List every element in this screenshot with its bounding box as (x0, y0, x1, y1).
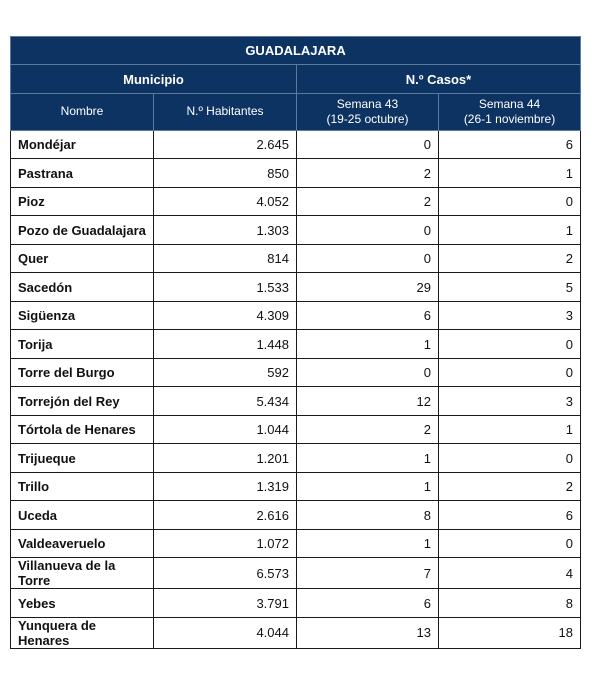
municipio-name-cell: Trillo (11, 472, 154, 501)
municipio-name-cell: Uceda (11, 501, 154, 530)
semana-43-cases-cell: 6 (297, 589, 439, 618)
table-row (11, 216, 581, 245)
semana-43-cases-cell: 2 (297, 415, 439, 444)
semana-43-cases-cell: 29 (297, 273, 439, 302)
habitantes-cell: 1.448 (154, 330, 297, 359)
semana-43-cases-cell: 13 (297, 617, 439, 648)
habitantes-cell: 814 (154, 244, 297, 273)
column-header-row (11, 93, 581, 130)
semana-44-cases-cell: 18 (439, 617, 581, 648)
habitantes-cell: 4.052 (154, 187, 297, 216)
habitantes-cell: 4.044 (154, 617, 297, 648)
semana-43-cases-cell: 1 (297, 529, 439, 558)
municipio-name-cell: Mondéjar (11, 130, 154, 159)
semana-43-cases-cell: 0 (297, 216, 439, 245)
table-row (11, 387, 581, 416)
municipio-name-cell: Trijueque (11, 444, 154, 473)
semana-43-dates: (19-25 octubre) (326, 111, 409, 126)
semana-44-cases-cell: 6 (439, 130, 581, 159)
habitantes-cell: 592 (154, 358, 297, 387)
table-row (11, 187, 581, 216)
habitantes-cell: 5.434 (154, 387, 297, 416)
table-row (11, 529, 581, 558)
habitantes-cell: 1.044 (154, 415, 297, 444)
table-row (11, 558, 581, 589)
table-row (11, 273, 581, 302)
municipio-name-cell: Tórtola de Henares (11, 415, 154, 444)
semana-44-cases-cell: 6 (439, 501, 581, 530)
semana-44-cases-cell: 4 (439, 558, 581, 589)
municipio-name-cell: Sigüenza (11, 301, 154, 330)
cases-table-container (10, 36, 580, 649)
habitantes-cell: 850 (154, 159, 297, 188)
table-row (11, 589, 581, 618)
municipio-name-cell: Torija (11, 330, 154, 359)
semana-44-cases-cell: 5 (439, 273, 581, 302)
table-row (11, 444, 581, 473)
semana-44-cases-cell: 2 (439, 472, 581, 501)
column-header-semana-43 (297, 93, 439, 130)
municipio-name-cell: Yunquera de Henares (11, 617, 154, 648)
semana-44-cases-cell: 8 (439, 589, 581, 618)
semana-43-cases-cell: 0 (297, 130, 439, 159)
habitantes-cell: 1.533 (154, 273, 297, 302)
semana-43-cases-cell: 0 (297, 244, 439, 273)
semana-44-cases-cell: 3 (439, 387, 581, 416)
semana-44-cases-cell: 0 (439, 529, 581, 558)
semana-44-dates: (26-1 noviembre) (463, 111, 556, 126)
habitantes-cell: 4.309 (154, 301, 297, 330)
municipio-name-cell: Pioz (11, 187, 154, 216)
habitantes-cell: 2.645 (154, 130, 297, 159)
table-row (11, 130, 581, 159)
group-header-row (11, 65, 581, 93)
semana-43-cases-cell: 1 (297, 472, 439, 501)
semana-44-cases-cell: 0 (439, 444, 581, 473)
habitantes-cell: 1.303 (154, 216, 297, 245)
semana-44-cases-cell: 0 (439, 187, 581, 216)
table-row (11, 472, 581, 501)
semana-44-cases-cell: 1 (439, 159, 581, 188)
column-header-nombre: Nombre (11, 93, 154, 130)
column-header-habitantes: N.º Habitantes (154, 93, 297, 130)
habitantes-cell: 6.573 (154, 558, 297, 589)
habitantes-cell: 1.319 (154, 472, 297, 501)
semana-44-cases-cell: 0 (439, 330, 581, 359)
municipio-name-cell: Torrejón del Rey (11, 387, 154, 416)
habitantes-cell: 3.791 (154, 589, 297, 618)
table-title: GUADALAJARA (11, 37, 581, 65)
municipio-name-cell: Villanueva de la Torre (11, 558, 154, 589)
semana-44-cases-cell: 0 (439, 358, 581, 387)
table-row (11, 501, 581, 530)
group-header-municipio: Municipio (11, 65, 297, 93)
semana-43-cases-cell: 2 (297, 159, 439, 188)
semana-44-cases-cell: 1 (439, 216, 581, 245)
semana-43-cases-cell: 8 (297, 501, 439, 530)
habitantes-cell: 1.072 (154, 529, 297, 558)
semana-43-cases-cell: 1 (297, 330, 439, 359)
table-row (11, 415, 581, 444)
semana-44-cases-cell: 3 (439, 301, 581, 330)
semana-43-cases-cell: 7 (297, 558, 439, 589)
semana-43-cases-cell: 12 (297, 387, 439, 416)
municipio-name-cell: Valdeaveruelo (11, 529, 154, 558)
habitantes-cell: 1.201 (154, 444, 297, 473)
municipio-name-cell: Pastrana (11, 159, 154, 188)
semana-44-label: Semana 44 (478, 96, 541, 111)
table-row (11, 244, 581, 273)
table-row (11, 358, 581, 387)
table-row (11, 301, 581, 330)
column-header-semana-44 (439, 93, 581, 130)
municipio-name-cell: Sacedón (11, 273, 154, 302)
table-row (11, 617, 581, 648)
semana-43-label: Semana 43 (336, 96, 399, 111)
semana-43-cases-cell: 6 (297, 301, 439, 330)
table-row (11, 159, 581, 188)
municipio-name-cell: Torre del Burgo (11, 358, 154, 387)
municipio-name-cell: Pozo de Guadalajara (11, 216, 154, 245)
semana-43-cases-cell: 0 (297, 358, 439, 387)
semana-43-cases-cell: 1 (297, 444, 439, 473)
habitantes-cell: 2.616 (154, 501, 297, 530)
cases-table (10, 36, 581, 649)
municipio-name-cell: Yebes (11, 589, 154, 618)
table-row (11, 330, 581, 359)
semana-44-cases-cell: 1 (439, 415, 581, 444)
table-title-row (11, 37, 581, 65)
semana-43-cases-cell: 2 (297, 187, 439, 216)
group-header-casos: N.º Casos* (297, 65, 581, 93)
municipio-name-cell: Quer (11, 244, 154, 273)
semana-44-cases-cell: 2 (439, 244, 581, 273)
table-body (11, 130, 581, 648)
